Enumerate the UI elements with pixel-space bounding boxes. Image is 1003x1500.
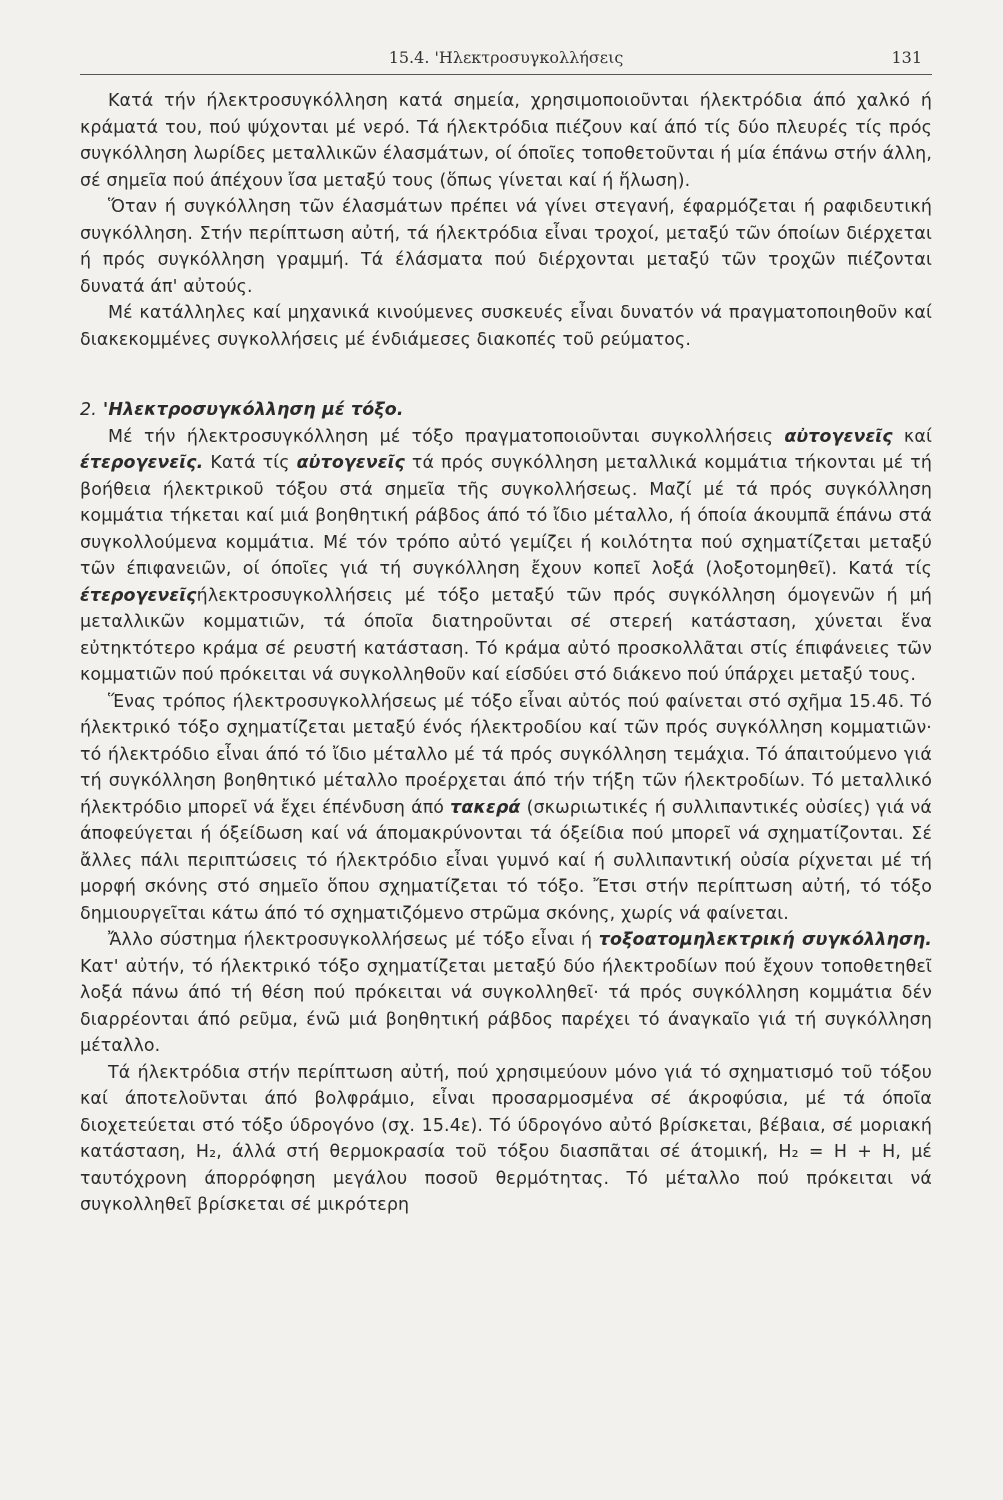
emphasis-term: τοξοατομηλεκτρική συγκόλληση. [598,930,932,950]
running-header [80,40,932,75]
paragraph [80,927,932,1060]
body-text [80,88,932,1219]
text-run: Ἄλλο σύστημα ήλεκτροσυγκολλήσεως μέ τόξο εἶναι ή [108,930,599,950]
paragraph [80,424,932,689]
emphasis-term: αὐτογενεῖς [296,453,405,473]
text-run: καί [892,426,932,447]
paragraph: Κατά τήν ήλεκτροσυγκόλληση κατά σημεία, χρησιμοποιοῦνται ήλεκτρόδια άπό χαλκό ή κράματά του, πού ψύχονται μέ νερό. Τά ήλεκτρόδια πιέζουν καί άπό τίς δύο πλευρές τίς πρός συγκόλληση λωρίδες μεταλλικῶν έλασμάτων, οί όποῖες τοποθετοῦνται ή μία έπάνω στήν άλλη, σέ σημεῖα πού άπέχουν ἴσα μεταξύ τους (ὅπως γίνεται καί ή ἥλωση). [80,91,932,191]
text-run: Κατ' αὐτήν, τό ήλεκτρικό τόξο σχηματίζεται μεταξύ δύο ήλεκτροδίων πού ἔχουν τοποθετηθεῖ λοξά πάνω άπό τή θέση πού πρόκειται νά συγκολληθεῖ· τά πρός συγκόλληση κομμάτια δέν διαρρέονται άπό ρεῦμα, ένῶ μιά βοηθητική ράβδος παρέχει τό άναγκαῖο γιά τή συγκόλληση μέταλλο. [80,956,932,1056]
section-title: 'Ηλεκτροσυγκόλληση μέ τόξο. [102,400,404,420]
paragraph [80,689,932,928]
section-number: 2. [80,400,97,420]
emphasis-term: τακερά [450,797,521,818]
paragraph: Ὅταν ή συγκόλληση τῶν έλασμάτων πρέπει νά γίνει στεγανή, έφαρμόζεται ή ραφιδευτική συγκόλληση. Στήν περίπτωση αὐτή, τά ήλεκτρόδια εἶναι τροχοί, μεταξύ τῶν όποίων διέρχεται ή πρός συγκόλληση γραμμή. Τά έλάσματα πού διέρχονται μεταξύ τῶν τροχῶν πιέζονται δυνατά άπ' αὐτούς. [80,197,932,297]
chapter-heading: 15.4. 'Ηλεκτροσυγκολλήσεις [388,48,624,67]
paragraph: Μέ κατάλληλες καί μηχανικά κινούμενες συσκευές εἶναι δυνατόν νά πραγματοποιηθοῦν καί διακεκομμένες συγκολλήσεις μέ ένδιάμεσες διακοπές τοῦ ρεύματος. [80,303,932,350]
emphasis-term: έτερογενεῖς [80,585,197,606]
text-run: ήλεκτροσυγκολλήσεις μέ τόξο μεταξύ τῶν πρός συγκόλληση όμογενῶν ή μή μεταλλικῶν κομματιῶν, τά όποῖα διατηροῦνται σέ στερεή κατάσταση, χύνεται ἕνα εὐτηκτότερο κράμα σέ ρευστή κατάσταση. Τό κράμα αὐτό προσκολλᾶται στίς έπιφάνειες τῶν κομματιῶν πού πρόκειται νά συγκολληθοῦν καί είσδύει στό διάκενο πού ύπάρχει μεταξύ τους. [80,585,932,685]
section-heading [80,397,932,424]
page-number: 131 [891,48,922,67]
emphasis-term: έτερογενεῖς. [80,453,204,473]
text-run: Ἕνας τρόπος ήλεκτροσυγκολλήσεως μέ τόξο εἶναι αὐτός πού φαίνεται στό σχῆμα 15.4δ. Τό ήλεκτρικό τόξο σχηματίζεται μεταξύ ένός ήλεκτροδίου καί τῶν πρός συγκόλληση κομματιῶν· τό ήλεκτρόδιο εἶναι άπό τό ἴδιο μέταλλο μέ τά πρός συγκόλληση τεμάχια. Τό άπαιτούμενο γιά τή συγκόλληση βοηθητικό μέταλλο προέρχεται άπό τήν τήξη τῶν ήλεκτροδίων. Τό μεταλλικό ήλεκτρόδιο μπορεῖ νά ἔχει έπένδυση άπό [80,691,932,818]
text-run: Κατά τίς [203,453,297,473]
emphasis-term: αὐτογενεῖς [784,426,893,447]
text-run: (σκωριωτικές ή συλλιπαντικές οὐσίες) γιά νά άποφεύγεται ή όξείδωση καί νά άπομακρύνονται τά όξείδια πού μπορεῖ νά σχηματίζονται. Σέ ἄλλες πάλι περιπτώσεις τό ήλεκτρόδιο εἶναι γυμνό καί ή συλλιπαντική οὐσία ρίχνεται μέ τή μορφή σκόνης στό σημεῖο ὅπου σχηματίζεται τό τόξο. Ἔτσι στήν περίπτωση αὐτή, τό τόξο δημιουργεῖται κάτω άπό τό σχηματιζόμενο στρῶμα σκόνης, χωρίς νά φαίνεται. [80,797,932,924]
paragraph: Τά ήλεκτρόδια στήν περίπτωση αὐτή, πού χρησιμεύουν μόνο γιά τό σχηματισμό τοῦ τόξου καί άποτελοῦνται άπό βολφράμιο, εἶναι προσαρμοσμένα σέ άκροφύσια, μέ τά όποῖα διοχετεύεται στό τόξο ύδρογόνο (σχ. 15.4ε). Τό ύδρογόνο αὐτό βρίσκεται, βέβαια, σέ μοριακή κατάσταση, H₂, άλλά στή θερμοκρασία τοῦ τόξου διασπᾶται σέ άτομική, H₂ = H + H, μέ ταυτόχρονη άπορρόφηση μεγάλου ποσοῦ θερμότητας. Τό μέταλλο πού πρόκειται νά συγκολληθεῖ βρίσκεται σέ μικρότερη [80,1062,932,1215]
text-run: τά πρός συγκόλληση μεταλλικά κομμάτια τήκονται μέ τή βοήθεια ήλεκτρικοῦ τόξου στά σημεῖα τῆς συγκολλήσεως. Μαζί μέ τά πρός συγκόλληση κομμάτια τήκεται καί μιά βοηθητική ράβδος άπό τό ἴδιο μέταλλο, ή όποία άκουμπᾶ έπάνω στά συγκολλούμενα κομμάτια. Μέ τόν τρόπο αὐτό γεμίζει ή κοιλότητα πού σχηματίζεται μεταξύ τῶν έπιφανειῶν, οί όποῖες γιά τή συγκόλληση ἔχουν κοπεῖ λοξά (λοξοτομηθεῖ). Κατά τίς [80,453,932,579]
text-run: Μέ τήν ήλεκτροσυγκόλληση μέ τόξο πραγματοποιοῦνται συγκολλήσεις [108,426,785,447]
